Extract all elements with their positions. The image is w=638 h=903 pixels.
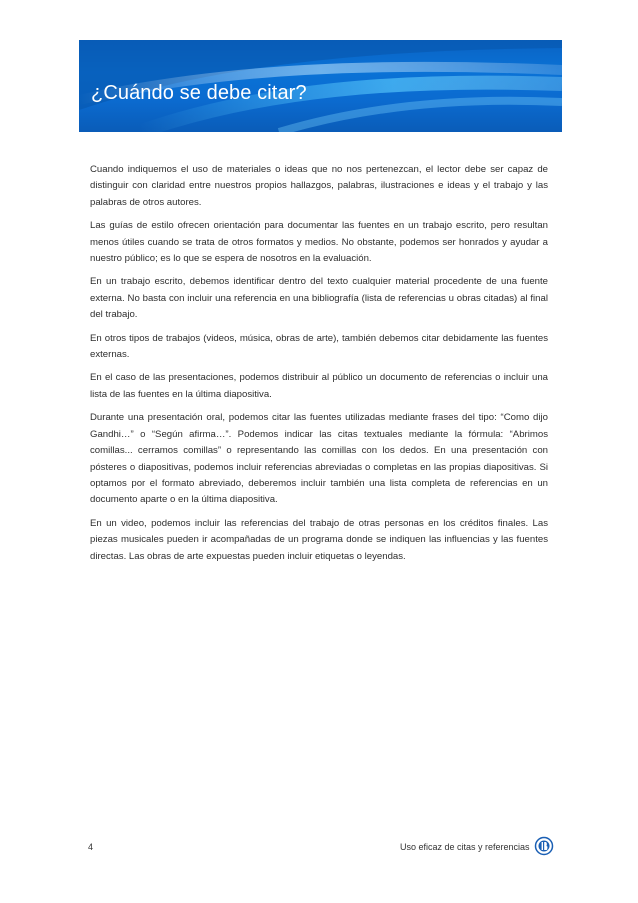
paragraph: En el caso de las presentaciones, podemos distribuir al público un documento de referencias o incluir una lista de las fuentes en la última diapositiva. [90, 372, 548, 400]
paragraph: En un trabajo escrito, debemos identificar dentro del texto cualquier material procedente de una fuente externa. No basta con incluir una referencia en una bibliografía (lista de referencias u obras citadas) al final del trabajo. [90, 276, 548, 321]
header-banner [79, 40, 562, 132]
body-text [90, 162, 548, 572]
paragraph: Cuando indiquemos el uso de materiales o ideas que no nos pertenezcan, el lector debe ser capaz de distinguir con claridad entre nuestros propios hallazgos, palabras, ilustraciones e ideas y el trabajo y las palabras de otros autores. [90, 164, 548, 208]
paragraph: Las guías de estilo ofrecen orientación para documentar las fuentes en un trabajo escrito, pero resultan menos útiles cuando se trata de otros formatos y medios. No obstante, podemos ser honrados y ayudar a nuestro público; es lo que se espera de nosotros en la evaluación. [90, 220, 548, 265]
paragraph: En un video, podemos incluir las referencias del trabajo de otras personas en los créditos finales. Las piezas musicales pueden ir acompañadas de un programa donde se indiquen las influencias y las fuentes directas. Las obras de arte expuestas pueden incluir etiquetas o leyendas. [90, 517, 548, 562]
page-number: 4 [88, 842, 94, 852]
page-title: ¿Cuándo se debe citar? [91, 82, 307, 104]
footer-doc-title: Uso eficaz de citas y referencias [400, 842, 530, 852]
paragraph: En otros tipos de trabajos (videos, música, obras de arte), también debemos citar debidamente las fuentes externas. [90, 332, 548, 361]
paragraph: Durante una presentación oral, podemos citar las fuentes utilizadas mediante frases del tipo: “Como dijo Gandhi…” o “Según afirma…”. Podemos indicar las citas textuales mediante la fórmula: “Abrimos comillas... cerramos comillas” o representando las comillas con los dedos. En una presentación con pósteres o diapositivas, podemos incluir referencias abreviadas o completas en las propias diapositivas. Si optamos por el formato abreviado, deberemos incluir también una lista completa de referencias en un documento aparte o en la última diapositiva. [90, 412, 548, 506]
ib-logo-icon [534, 836, 554, 856]
